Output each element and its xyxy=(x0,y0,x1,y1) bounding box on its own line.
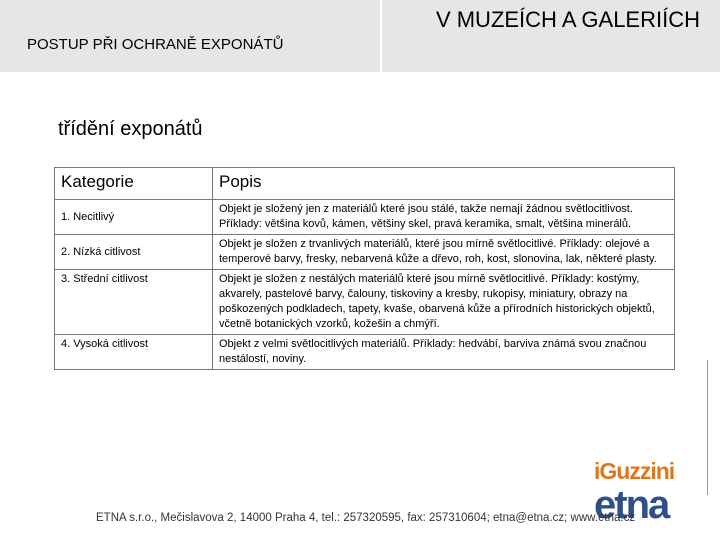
table-row xyxy=(55,235,675,270)
description-cell: Objekt je složen z nestálých materiálů které jsou mírně světlocitlivé. Příklady: kostýmy, akvarely, pastelové barvy, čalouny, tiskoviny a kresby, rukopisy, miniatury, obrazy na poškozených podkladech, tapety, kvaše, obarvená kůže a přírodních historických objektů, včetně botanických vzorků, kožešin a chmýří. xyxy=(213,270,675,335)
table-header-row xyxy=(55,168,675,200)
description-cell: Objekt je složen z trvanlivých materiálů, které jsou mírně světlocitlivé. Příklady: olejové a temperové barvy, fresky, nebarvená kůže a dřevo, roh, kost, slonovina, lak, některé plasty. xyxy=(213,235,675,270)
category-cell: 4. Vysoká citlivost xyxy=(55,335,213,370)
etna-logo: etna xyxy=(594,483,669,527)
category-cell: 2. Nízká citlivost xyxy=(55,235,213,270)
header-right-title: V MUZEÍCH A GALERIÍCH xyxy=(435,7,700,32)
description-cell: Objekt je složený jen z materiálů které jsou stálé, takže nemají žádnou světlocitlivost. Příklady: většina kovů, kámen, většiny skel, pravá keramika, smalt, většina minerálů. xyxy=(213,200,675,235)
column-header-category: Kategorie xyxy=(55,168,213,200)
category-cell: 1. Necitlivý xyxy=(55,200,213,235)
category-cell: 3. Střední citlivost xyxy=(55,270,213,335)
column-header-description: Popis xyxy=(213,168,675,200)
header-divider xyxy=(380,0,382,72)
description-cell: Objekt z velmi světlocitlivých materiálů. Příklady: hedvábí, barviva známá svou značnou nestálostí, noviny. xyxy=(213,335,675,370)
category-table xyxy=(54,167,675,370)
table-row xyxy=(55,335,675,370)
header-left-title: POSTUP PŘI OCHRANĚ EXPONÁTŮ xyxy=(27,36,284,53)
section-subtitle: třídění exponátů xyxy=(58,118,203,140)
decorative-vertical-line xyxy=(707,360,708,495)
header-bar xyxy=(0,0,720,72)
iguzzini-logo: iGuzzini xyxy=(594,458,675,484)
table-row xyxy=(55,270,675,335)
footer-contact: ETNA s.r.o., Mečislavova 2, 14000 Praha 4, tel.: 257320595, fax: 257310604; etna@etna.cz; www.etna.cz xyxy=(96,512,636,524)
table-row xyxy=(55,200,675,235)
